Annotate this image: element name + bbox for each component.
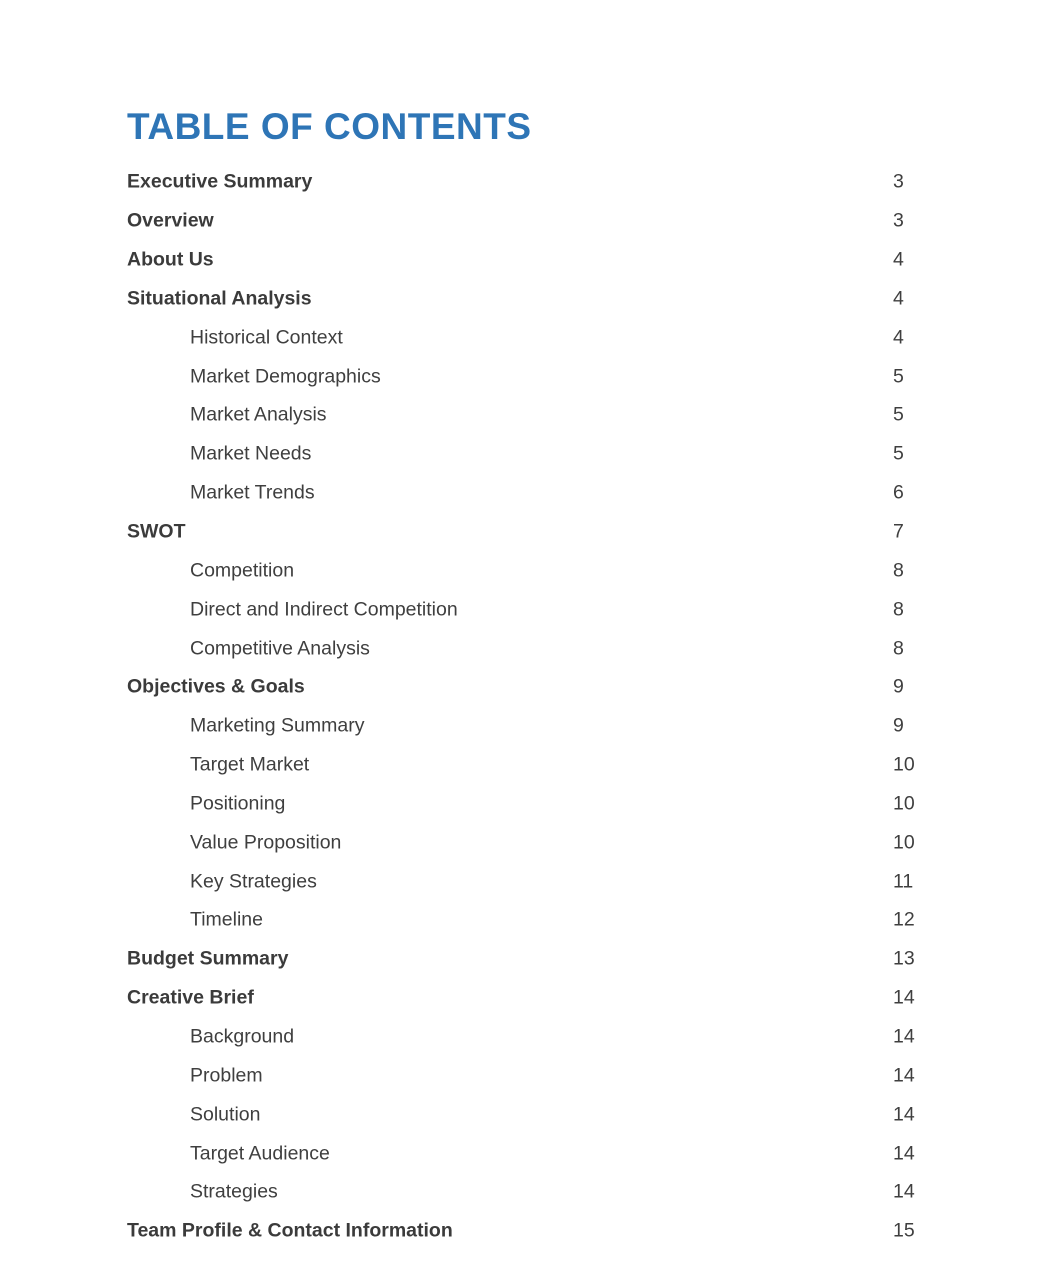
toc-entry[interactable] (127, 629, 925, 668)
toc-entry[interactable] (127, 163, 925, 202)
table-of-contents (127, 163, 925, 1251)
toc-entry-page: 14 (893, 1103, 915, 1126)
toc-entry-page: 3 (893, 209, 904, 232)
toc-entry[interactable] (127, 318, 925, 357)
toc-entry[interactable] (127, 241, 925, 280)
toc-entry-label: Target Market (190, 753, 310, 776)
toc-entry-label: Situational Analysis (127, 287, 312, 310)
toc-entry-page: 5 (893, 365, 904, 388)
toc-entry-label: Market Needs (190, 442, 312, 465)
toc-entry-label: Market Demographics (190, 365, 381, 388)
toc-entry-page: 5 (893, 403, 904, 426)
toc-entry-label: Historical Context (190, 326, 343, 349)
toc-entry-label: Positioning (190, 792, 286, 815)
toc-entry-page: 9 (893, 714, 904, 737)
toc-entry-page: 8 (893, 637, 904, 660)
toc-entry[interactable] (127, 513, 925, 552)
toc-entry[interactable] (127, 396, 925, 435)
toc-entry-label: Marketing Summary (190, 714, 365, 737)
toc-entry-page: 5 (893, 442, 904, 465)
toc-entry[interactable] (127, 979, 925, 1018)
toc-entry-label: Creative Brief (127, 986, 254, 1009)
page-title: TABLE OF CONTENTS (127, 106, 532, 147)
toc-entry-page: 14 (893, 1180, 915, 1203)
toc-entry-label: Direct and Indirect Competition (190, 598, 458, 621)
toc-entry-page: 13 (893, 947, 915, 970)
toc-entry[interactable] (127, 668, 925, 707)
toc-entry[interactable] (127, 1212, 925, 1251)
toc-entry[interactable] (127, 940, 925, 979)
toc-entry-label: Target Audience (190, 1142, 330, 1165)
toc-entry-page: 3 (893, 170, 904, 193)
toc-entry[interactable] (127, 1056, 925, 1095)
toc-entry[interactable] (127, 474, 925, 513)
toc-entry-page: 4 (893, 326, 904, 349)
toc-entry[interactable] (127, 901, 925, 940)
toc-entry-page: 12 (893, 908, 915, 931)
toc-entry-label: Overview (127, 209, 214, 232)
toc-entry-label: Solution (190, 1103, 261, 1126)
toc-entry[interactable] (127, 590, 925, 629)
toc-entry[interactable] (127, 280, 925, 319)
toc-entry-page: 4 (893, 287, 904, 310)
toc-entry-label: Team Profile & Contact Information (127, 1219, 453, 1242)
toc-entry[interactable] (127, 1095, 925, 1134)
toc-entry-label: Executive Summary (127, 170, 313, 193)
toc-entry[interactable] (127, 202, 925, 241)
toc-entry-label: Budget Summary (127, 947, 289, 970)
toc-entry-page: 6 (893, 481, 904, 504)
toc-entry[interactable] (127, 823, 925, 862)
toc-entry-page: 4 (893, 248, 904, 271)
toc-entry-page: 10 (893, 792, 915, 815)
toc-entry-page: 10 (893, 753, 915, 776)
toc-entry[interactable] (127, 1173, 925, 1212)
toc-entry[interactable] (127, 1134, 925, 1173)
toc-entry-label: Background (190, 1025, 295, 1048)
toc-entry[interactable] (127, 862, 925, 901)
toc-entry-page: 9 (893, 675, 904, 698)
toc-entry-page: 14 (893, 1142, 915, 1165)
toc-entry-label: Value Proposition (190, 831, 342, 854)
toc-entry-page: 14 (893, 1025, 915, 1048)
toc-entry-label: Competitive Analysis (190, 637, 370, 660)
toc-entry-label: Competition (190, 559, 295, 582)
toc-entry-page: 14 (893, 986, 915, 1009)
toc-entry-label: SWOT (127, 520, 186, 543)
toc-entry[interactable] (127, 707, 925, 746)
toc-entry-page: 8 (893, 559, 904, 582)
toc-entry-label: Timeline (190, 908, 263, 931)
toc-entry-page: 8 (893, 598, 904, 621)
toc-entry-page: 11 (893, 870, 914, 893)
toc-entry[interactable] (127, 435, 925, 474)
toc-entry-label: Market Trends (190, 481, 315, 504)
toc-entry-label: About Us (127, 248, 214, 271)
toc-entry-page: 10 (893, 831, 915, 854)
toc-entry[interactable] (127, 785, 925, 824)
toc-entry-label: Objectives & Goals (127, 675, 305, 698)
toc-entry-label: Key Strategies (190, 870, 317, 893)
toc-entry[interactable] (127, 551, 925, 590)
toc-entry[interactable] (127, 1018, 925, 1057)
toc-entry-page: 7 (893, 520, 904, 543)
toc-entry[interactable] (127, 357, 925, 396)
toc-entry[interactable] (127, 746, 925, 785)
toc-entry-label: Problem (190, 1064, 263, 1087)
toc-entry-label: Strategies (190, 1180, 278, 1203)
toc-entry-label: Market Analysis (190, 403, 327, 426)
toc-entry-page: 15 (893, 1219, 915, 1242)
toc-entry-page: 14 (893, 1064, 915, 1087)
